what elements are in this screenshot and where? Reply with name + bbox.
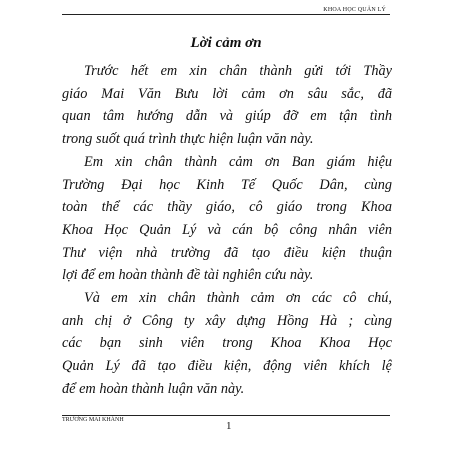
- paragraph-2-line-4: Khoa Học Quản Lý và cán bộ công nhân viên: [62, 221, 392, 238]
- paragraph-1-line-4: trong suốt quá trình thực hiện luận văn này.: [62, 131, 314, 148]
- page-title: Lời cảm ơn: [190, 35, 262, 51]
- paragraph-2-line-1: Em xin chân thành cảm ơn Ban giám hiệu: [84, 153, 392, 170]
- footer-author: TRƯƠNG MAI KHÁNH: [62, 417, 124, 423]
- paragraph-3-line-3: các bạn sinh viên trong Khoa Khoa Học: [62, 335, 392, 352]
- paragraph-3-line-1: Và em xin chân thành cảm ơn các cô chú,: [84, 290, 392, 306]
- paragraph-2-line-5: Thư viện nhà trường đã tạo điều kiện thuận: [62, 244, 392, 261]
- paragraph-1-line-2: giáo Mai Văn Bưu lời cảm ơn sâu sắc, đã: [62, 85, 392, 102]
- footer-rule: [62, 415, 390, 416]
- paragraph-3-line-4: Quản Lý đã tạo điều kiện, động viên khích lệ: [62, 358, 392, 375]
- running-header: KHOA HỌC QUẢN LÝ: [323, 7, 386, 13]
- paragraph-2-line-3: toàn thể các thầy giáo, cô giáo trong Khoa: [62, 199, 392, 216]
- header-rule: [62, 14, 390, 15]
- paragraph-3-line-5: để em hoàn thành luận văn này.: [62, 380, 245, 397]
- page-number: 1: [226, 420, 232, 432]
- paragraph-1-line-3: quan tâm hướng dẫn và giúp đỡ em tận tình: [62, 108, 392, 125]
- paragraph-3-line-2: anh chị ở Công ty xây dựng Hồng Hà ; cùng: [62, 312, 392, 329]
- paragraph-2-line-2: Trường Đại học Kinh Tế Quốc Dân, cùng: [62, 176, 392, 193]
- paragraph-1-line-1: Trước hết em xin chân thành gửi tới Thầy: [84, 63, 392, 79]
- paragraph-2-line-6: lợi để em hoàn thành đề tài nghiên cứu này.: [62, 267, 314, 284]
